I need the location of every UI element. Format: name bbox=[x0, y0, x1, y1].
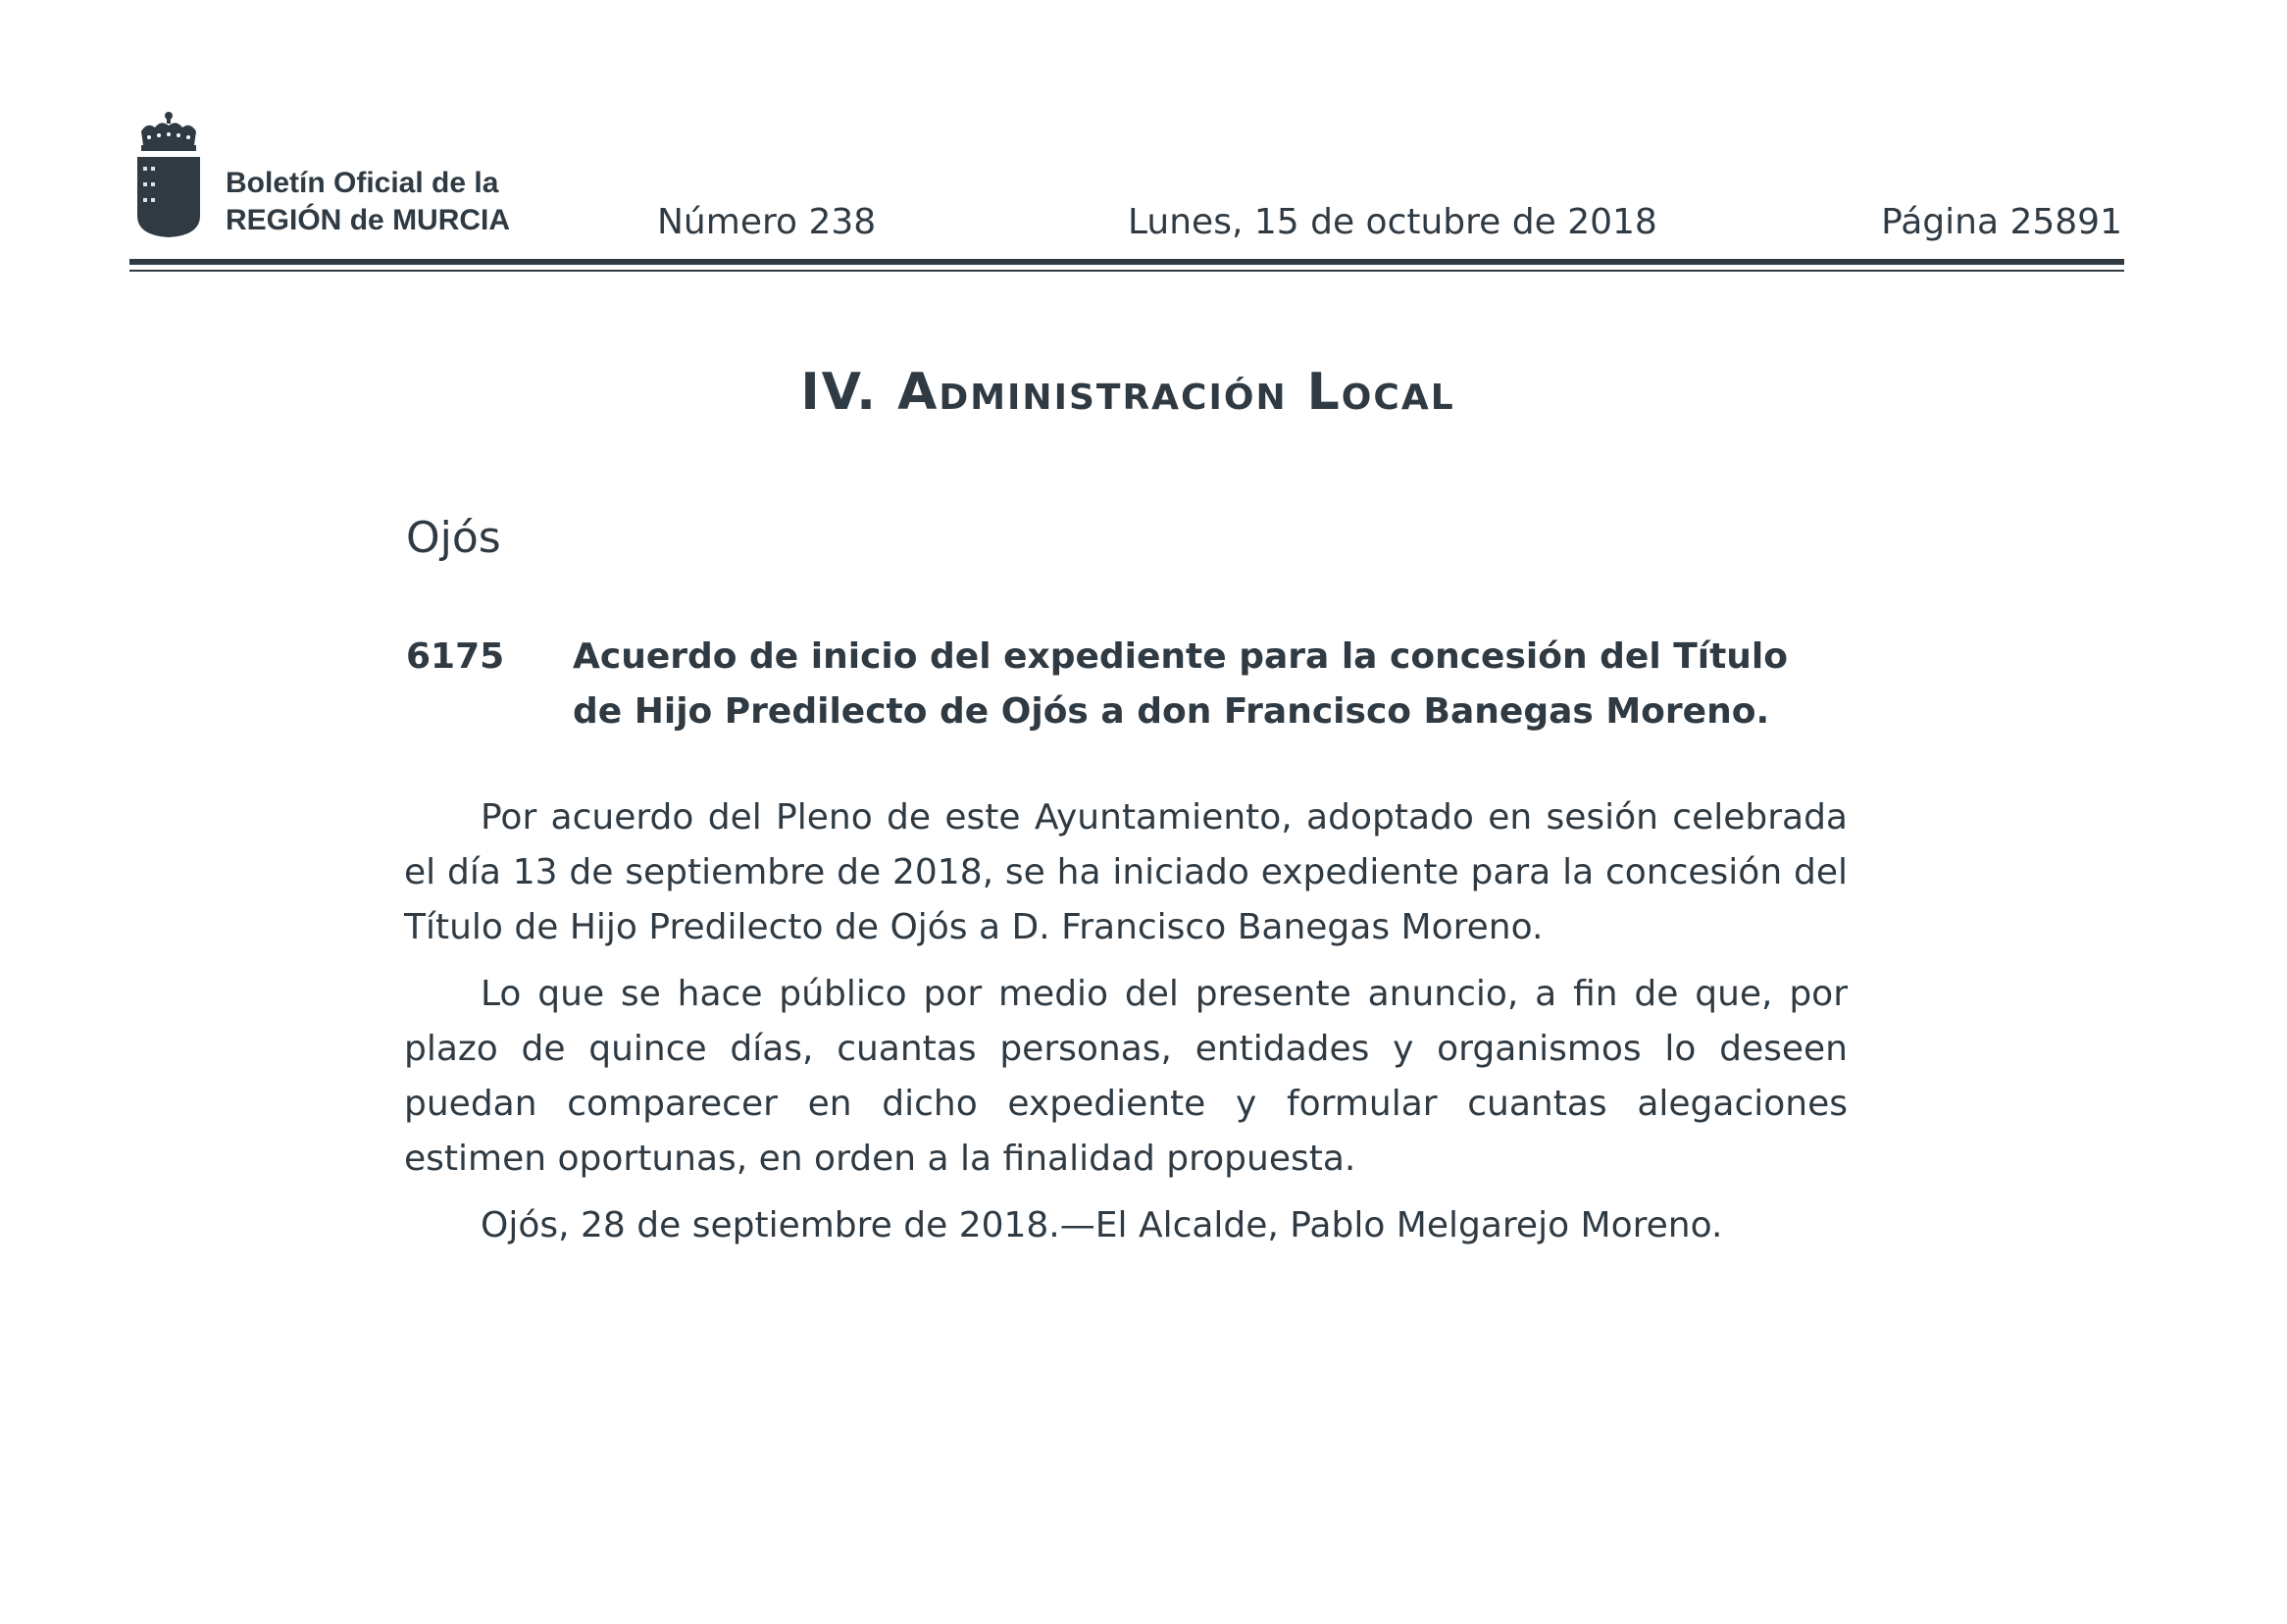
publisher-de: de bbox=[349, 204, 384, 236]
issue-number: Número 238 bbox=[657, 202, 877, 242]
publisher-region: REGIÓN bbox=[226, 204, 342, 236]
murcia-coat-of-arms-icon bbox=[133, 110, 204, 239]
header-rule-thin bbox=[129, 270, 2124, 272]
section-title: IV. Administración Local bbox=[800, 363, 1455, 422]
entry-number: 6175 bbox=[406, 636, 505, 677]
body-paragraph: Por acuerdo del Pleno de este Ayuntamiento, adoptado en sesión celebrada el día 13 de septiembre de 2018, se ha iniciado expediente para la concesión del Título de Hijo Predilecto de Ojós a D. Francisco Banegas Moreno. bbox=[404, 797, 1848, 947]
publisher-murcia: MURCIA bbox=[392, 204, 511, 236]
entry-body bbox=[404, 790, 1848, 1198]
issue-date: Lunes, 15 de octubre de 2018 bbox=[1128, 202, 1657, 242]
signature-line: Ojós, 28 de septiembre de 2018.—El Alcalde, Pablo Melgarejo Moreno. bbox=[481, 1205, 1723, 1245]
publisher-line-1: Boletín Oficial de la bbox=[226, 167, 499, 199]
page-number: Página 25891 bbox=[1881, 202, 2122, 242]
entry-title: Acuerdo de inicio del expediente para la concesión del Título de Hijo Predilecto de Ojós a don Francisco Banegas Moreno. bbox=[573, 636, 1788, 732]
municipality-heading: Ojós bbox=[406, 513, 501, 563]
publisher-line-2 bbox=[226, 202, 510, 239]
publisher-name bbox=[226, 165, 510, 239]
header-rule-thick bbox=[129, 259, 2124, 265]
body-paragraph: Lo que se hace público por medio del presente anuncio, a fin de que, por plazo de quince días, cuantas personas, entidades y organismos lo deseen puedan comparecer en dicho expediente y formular cuantas alegaciones estimen oportunas, en orden a la finalidad propuesta. bbox=[404, 974, 1848, 1179]
